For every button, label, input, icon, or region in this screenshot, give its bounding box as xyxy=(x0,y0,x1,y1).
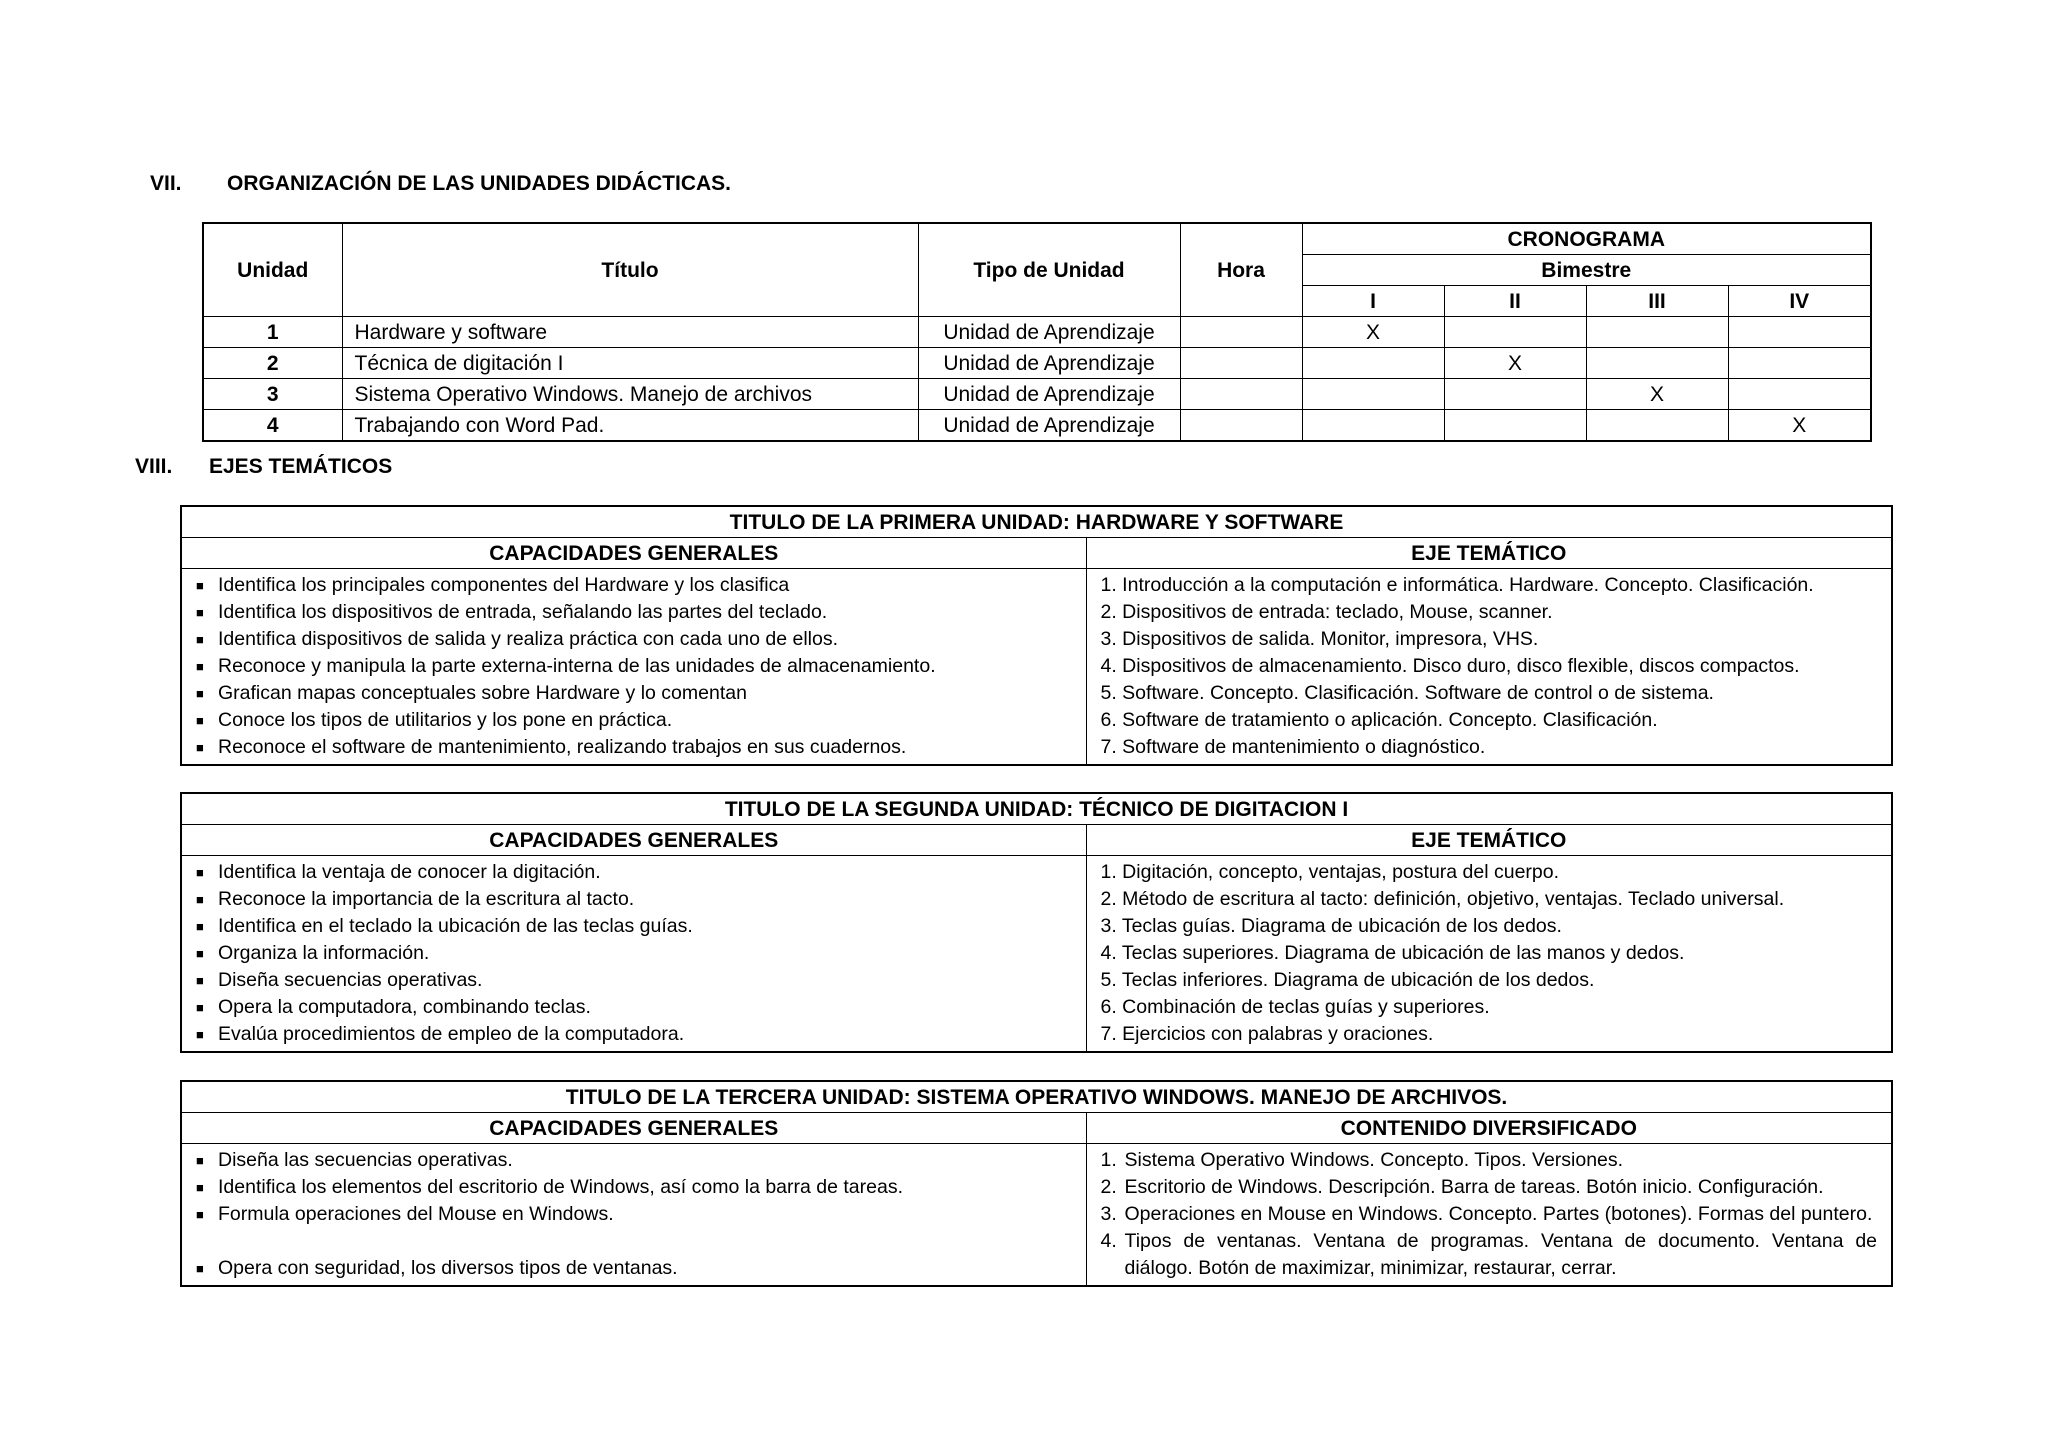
cell-mark xyxy=(1444,379,1586,410)
list-item: 5. Teclas inferiores. Diagrama de ubicación de los dedos. xyxy=(1100,969,1595,991)
capacidades-header: CAPACIDADES GENERALES xyxy=(181,538,1086,569)
bullet-icon: ■ xyxy=(196,865,204,880)
cell-mark xyxy=(1302,410,1444,442)
bullet-icon: ■ xyxy=(196,1027,204,1042)
eje-list xyxy=(1086,569,1892,766)
list-item: 4. Dispositivos de almacenamiento. Disco duro, disco flexible, discos compactos. xyxy=(1100,655,1800,677)
table-row xyxy=(203,317,1871,348)
list-item: ■ Identifica en el teclado la ubicación de las teclas guías. xyxy=(196,913,1072,940)
cell-mark: X xyxy=(1302,317,1444,348)
bullet-icon: ■ xyxy=(196,1153,204,1168)
list-item: 4. Tipos de ventanas. Ventana de programas. Ventana de documento. Ventana de diálogo. Botón de maximizar, minimizar, restaurar, cerrar. xyxy=(1100,1230,1878,1279)
header-bimestre-ii: II xyxy=(1444,286,1586,317)
header-bimestre-iv: IV xyxy=(1728,286,1871,317)
list-item: 1. Digitación, concepto, ventajas, postura del cuerpo. xyxy=(1100,861,1560,883)
capacidades-list xyxy=(181,1144,1086,1287)
header-bimestre-i: I xyxy=(1302,286,1444,317)
list-item: 2. Escritorio de Windows. Descripción. Barra de tareas. Botón inicio. Configuración. xyxy=(1100,1176,1824,1198)
cell-hora xyxy=(1180,379,1302,410)
list-item: 3. Dispositivos de salida. Monitor, impresora, VHS. xyxy=(1100,628,1539,650)
list-item: 1. Sistema Operativo Windows. Concepto. Tipos. Versiones. xyxy=(1100,1149,1624,1171)
cell-tipo: Unidad de Aprendizaje xyxy=(918,348,1180,379)
section-number: VIII. xyxy=(135,455,173,478)
bullet-icon: ■ xyxy=(196,686,204,701)
bullet-icon: ■ xyxy=(196,1180,204,1195)
list-item: 3. Operaciones en Mouse en Windows. Concepto. Partes (botones). Formas del puntero. xyxy=(1100,1203,1873,1225)
cell-hora xyxy=(1180,348,1302,379)
header-unidad: Unidad xyxy=(203,223,342,317)
list-item: ■ Formula operaciones del Mouse en Windows. xyxy=(196,1201,1072,1228)
header-cronograma: CRONOGRAMA xyxy=(1302,223,1871,255)
capacidades-header: CAPACIDADES GENERALES xyxy=(181,825,1086,856)
section-viii-heading xyxy=(135,455,635,481)
bullet-icon: ■ xyxy=(196,892,204,907)
bullet-icon: ■ xyxy=(196,946,204,961)
list-item: ■ Diseña secuencias operativas. xyxy=(196,967,1072,994)
header-tipo: Tipo de Unidad xyxy=(918,223,1180,317)
header-bimestre-iii: III xyxy=(1586,286,1728,317)
cell-mark xyxy=(1586,317,1728,348)
eje-header: EJE TEMÁTICO xyxy=(1086,538,1892,569)
bullet-icon: ■ xyxy=(196,919,204,934)
contenido-header: CONTENIDO DIVERSIFICADO xyxy=(1086,1113,1892,1144)
cell-hora xyxy=(1180,317,1302,348)
section-title: EJES TEMÁTICOS xyxy=(209,455,393,478)
cell-mark xyxy=(1728,379,1871,410)
cell-mark xyxy=(1728,317,1871,348)
cell-unidad: 2 xyxy=(203,348,342,379)
cell-mark xyxy=(1302,379,1444,410)
bullet-icon: ■ xyxy=(196,659,204,674)
table-row xyxy=(203,410,1871,442)
list-item: 1. Introducción a la computación e informática. Hardware. Concepto. Clasificación. xyxy=(1100,574,1814,596)
section-title: ORGANIZACIÓN DE LAS UNIDADES DIDÁCTICAS. xyxy=(227,172,732,195)
cell-hora xyxy=(1180,410,1302,442)
list-item: ■ Reconoce el software de mantenimiento, realizando trabajos en sus cuadernos. xyxy=(196,734,1072,761)
bullet-icon: ■ xyxy=(196,632,204,647)
list-item: ■ Identifica los principales componentes del Hardware y los clasifica xyxy=(196,572,1072,599)
list-item: 7. Ejercicios con palabras y oraciones. xyxy=(1100,1023,1434,1045)
bullet-icon: ■ xyxy=(196,973,204,988)
bullet-icon: ■ xyxy=(196,713,204,728)
list-item: ■ Organiza la información. xyxy=(196,940,1072,967)
cell-mark: X xyxy=(1586,379,1728,410)
list-item: ■ Identifica los elementos del escritorio de Windows, así como la barra de tareas. xyxy=(196,1174,1072,1201)
capacidades-header: CAPACIDADES GENERALES xyxy=(181,1113,1086,1144)
units-table xyxy=(202,222,1872,442)
cell-titulo: Técnica de digitación I xyxy=(342,348,918,379)
list-item: ■ Opera la computadora, combinando teclas. xyxy=(196,994,1072,1021)
header-bimestre: Bimestre xyxy=(1302,255,1871,286)
list-item: ■ Reconoce y manipula la parte externa-interna de las unidades de almacenamiento. xyxy=(196,653,1072,680)
unit-title: TITULO DE LA SEGUNDA UNIDAD: TÉCNICO DE DIGITACION I xyxy=(181,793,1892,825)
bullet-icon: ■ xyxy=(196,578,204,593)
header-titulo: Título xyxy=(342,223,918,317)
table-row xyxy=(203,348,1871,379)
bullet-icon: ■ xyxy=(196,605,204,620)
unit3-table xyxy=(180,1080,1893,1287)
cell-tipo: Unidad de Aprendizaje xyxy=(918,379,1180,410)
capacidades-list xyxy=(181,569,1086,766)
cell-mark xyxy=(1444,410,1586,442)
list-item: ■ Conoce los tipos de utilitarios y los pone en práctica. xyxy=(196,707,1072,734)
list-item: ■ Grafican mapas conceptuales sobre Hardware y lo comentan xyxy=(196,680,1072,707)
unit-title: TITULO DE LA TERCERA UNIDAD: SISTEMA OPERATIVO WINDOWS. MANEJO DE ARCHIVOS. xyxy=(181,1081,1892,1113)
list-item: ■ Identifica la ventaja de conocer la digitación. xyxy=(196,859,1072,886)
cell-mark xyxy=(1586,348,1728,379)
eje-header: EJE TEMÁTICO xyxy=(1086,825,1892,856)
bullet-icon: ■ xyxy=(196,1207,204,1222)
bullet-icon: ■ xyxy=(196,1000,204,1015)
eje-list xyxy=(1086,856,1892,1053)
list-item: 3. Teclas guías. Diagrama de ubicación de los dedos. xyxy=(1100,915,1562,937)
list-item: ■ Identifica los dispositivos de entrada, señalando las partes del teclado. xyxy=(196,599,1072,626)
list-item: 6. Software de tratamiento o aplicación. Concepto. Clasificación. xyxy=(1100,709,1658,731)
header-hora: Hora xyxy=(1180,223,1302,317)
cell-mark xyxy=(1586,410,1728,442)
cell-titulo: Hardware y software xyxy=(342,317,918,348)
section-vii-heading xyxy=(150,172,850,198)
list-item: ■ Evalúa procedimientos de empleo de la computadora. xyxy=(196,1021,1072,1048)
list-item: ■ Diseña las secuencias operativas. xyxy=(196,1147,1072,1174)
list-item: ■ Identifica dispositivos de salida y realiza práctica con cada uno de ellos. xyxy=(196,626,1072,653)
bullet-icon: ■ xyxy=(196,740,204,755)
cell-tipo: Unidad de Aprendizaje xyxy=(918,317,1180,348)
cell-mark xyxy=(1302,348,1444,379)
list-item: 4. Teclas superiores. Diagrama de ubicación de las manos y dedos. xyxy=(1100,942,1685,964)
list-item: 2. Método de escritura al tacto: definición, objetivo, ventajas. Teclado universal. xyxy=(1100,888,1785,910)
cell-mark: X xyxy=(1444,348,1586,379)
list-item: 7. Software de mantenimiento o diagnóstico. xyxy=(1100,736,1486,758)
cell-mark xyxy=(1444,317,1586,348)
section-number: VII. xyxy=(150,172,182,195)
contenido-list xyxy=(1086,1144,1892,1287)
list-item: ■ Opera con seguridad, los diversos tipos de ventanas. xyxy=(196,1255,1072,1282)
cell-mark: X xyxy=(1728,410,1871,442)
list-item: 6. Combinación de teclas guías y superiores. xyxy=(1100,996,1490,1018)
spacer xyxy=(196,1228,1072,1255)
cell-unidad: 3 xyxy=(203,379,342,410)
cell-unidad: 4 xyxy=(203,410,342,442)
unit-title: TITULO DE LA PRIMERA UNIDAD: HARDWARE Y SOFTWARE xyxy=(181,506,1892,538)
list-item: 2. Dispositivos de entrada: teclado, Mouse, scanner. xyxy=(1100,601,1553,623)
cell-titulo: Sistema Operativo Windows. Manejo de archivos xyxy=(342,379,918,410)
bullet-icon: ■ xyxy=(196,1261,204,1276)
cell-tipo: Unidad de Aprendizaje xyxy=(918,410,1180,442)
unit2-table xyxy=(180,792,1893,1053)
capacidades-list xyxy=(181,856,1086,1053)
cell-unidad: 1 xyxy=(203,317,342,348)
unit1-table xyxy=(180,505,1893,766)
table-row xyxy=(203,379,1871,410)
cell-mark xyxy=(1728,348,1871,379)
list-item: 5. Software. Concepto. Clasificación. Software de control o de sistema. xyxy=(1100,682,1714,704)
list-item: ■ Reconoce la importancia de la escritura al tacto. xyxy=(196,886,1072,913)
cell-titulo: Trabajando con Word Pad. xyxy=(342,410,918,442)
